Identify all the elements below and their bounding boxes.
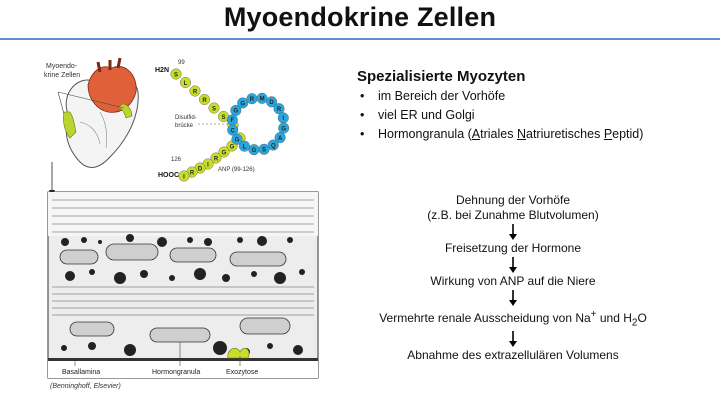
peptide-n-term: H2N: [155, 67, 170, 74]
peptide-n-pos: 99: [178, 60, 185, 66]
heart-illustration: [44, 58, 138, 196]
disulfide-label-line1: Disulfid-: [175, 115, 197, 121]
peptide-residue-blue-letter: G: [233, 108, 239, 115]
figure-graphic: [40, 52, 330, 382]
flow-step-4-post: O: [637, 311, 647, 325]
peptide-residue-blue-letter: L: [242, 144, 247, 151]
peptide-residue-yellow-letter: D: [197, 166, 203, 173]
peptide-residue-blue-letter: C: [230, 128, 235, 135]
flow-step-4-sub: 2: [631, 317, 638, 329]
down-arrow-icon: [508, 256, 518, 274]
initial-p: P: [603, 127, 613, 141]
peptide-residue-yellow-letter: R: [189, 170, 195, 177]
peptide-c-term: HOOC: [158, 172, 179, 179]
peptide-residue-blue-letter: F: [230, 118, 235, 125]
peptide-residue-yellow-letter: L: [183, 80, 188, 87]
peptide-residue-yellow-letter: R: [202, 97, 207, 104]
flow-step-4-pre: Vermehrte renale Ausscheidung von Na: [379, 311, 591, 325]
peptide-residue-blue-letter: G: [281, 126, 287, 133]
flow-arrow-2: [360, 256, 666, 274]
peptide-residue-blue-letter: A: [277, 135, 283, 142]
word-atriales-rest: triales: [480, 127, 517, 141]
disulfide-label-line2: brücke: [175, 123, 194, 129]
peptide-name: ANP (99-126): [218, 167, 255, 173]
flow-step-1: [360, 193, 666, 223]
flow-step-2: Freisetzung der Hormone: [444, 241, 582, 255]
peptide-residue-blue-letter: S: [262, 147, 267, 154]
peptide-residue-yellow-letter: S: [173, 72, 179, 79]
peptide-residue-yellow-letter: R: [213, 156, 219, 163]
peptide-residue-blue-letter: R: [276, 107, 282, 114]
peptide-residue-blue-letter: R: [249, 97, 255, 104]
peptide-residue-yellow-letter: I: [207, 162, 209, 169]
word-peptid-rest: eptid): [612, 127, 644, 141]
flow-diagram: [360, 193, 666, 363]
peptide-residue-yellow-letter: G: [229, 144, 235, 151]
peptide-residue-blue-letter: Q: [270, 143, 276, 150]
info-subtitle: Spezialisierte Myozyten: [357, 68, 526, 85]
micrograph-label-hormongranula: Hormongranula: [152, 369, 201, 376]
info-section: [357, 68, 707, 144]
peptide-residue-yellow-letter: R: [192, 89, 198, 96]
micrograph-label-basallamina: Basallamina: [62, 369, 101, 376]
bullet-item: • viel ER und Golgi: [357, 106, 707, 125]
flow-step-3: Wirkung von ANP auf die Niere: [430, 274, 596, 288]
electron-micrograph: [48, 192, 318, 378]
peptide-residue-yellow-letter: I: [183, 174, 185, 181]
micrograph-label-exozytose: Exozytose: [226, 369, 259, 376]
flow-step-5: Abnahme des extrazellulären Volumens: [407, 348, 619, 363]
heart-label-line2: krine Zellen: [44, 72, 81, 79]
initial-n: N: [516, 127, 526, 141]
flow-step-1-line2: (z.B. bei Zunahme Blutvolumen): [427, 208, 599, 222]
word-natriuretisches-rest: atriuretisches: [526, 127, 604, 141]
peptide-residue-yellow-letter: G: [221, 150, 227, 157]
flow-step-4-sup: +: [590, 309, 597, 320]
bullet-item: • im Bereich der Vorhöfe: [357, 87, 707, 106]
peptide-residue-blue-letter: D: [269, 100, 274, 107]
bullet-text-prefix: Hormongranula (: [378, 127, 472, 141]
bullet-item-anp: [357, 125, 707, 144]
peptide-residue-blue-letter: M: [259, 96, 265, 103]
flow-step-4: [360, 307, 666, 330]
peptide-residue-yellow-letter: S: [211, 106, 217, 113]
down-arrow-icon: [508, 289, 518, 307]
peptide-residue-yellow-letter: S: [221, 114, 226, 121]
down-arrow-icon: [508, 223, 518, 241]
title-rule: [0, 38, 720, 40]
figure-panel: [40, 52, 330, 382]
peptide-c-pos: 126: [171, 157, 182, 163]
info-bullets: [357, 87, 707, 144]
down-arrow-icon: [508, 330, 518, 348]
slide-title: Myoendokrine Zellen: [223, 2, 497, 32]
peptide-residue-blue-letter: G: [251, 147, 257, 154]
flow-arrow-1: [360, 223, 666, 241]
heart-label-line1: Myoendo-: [46, 63, 78, 70]
flow-arrow-3: [360, 289, 666, 307]
flow-step-4-mid: und H: [596, 311, 632, 325]
initial-a: A: [471, 127, 481, 141]
flow-step-1-line1: Dehnung der Vorhöfe: [455, 193, 571, 207]
flow-arrow-4: [360, 330, 666, 348]
peptide-residue-blue-letter: G: [234, 137, 240, 144]
peptide-residue-blue-letter: G: [240, 101, 246, 108]
image-credit: (Benninghoff, Elsevier): [50, 383, 121, 390]
peptide-residue-blue-letter: I: [282, 116, 285, 123]
